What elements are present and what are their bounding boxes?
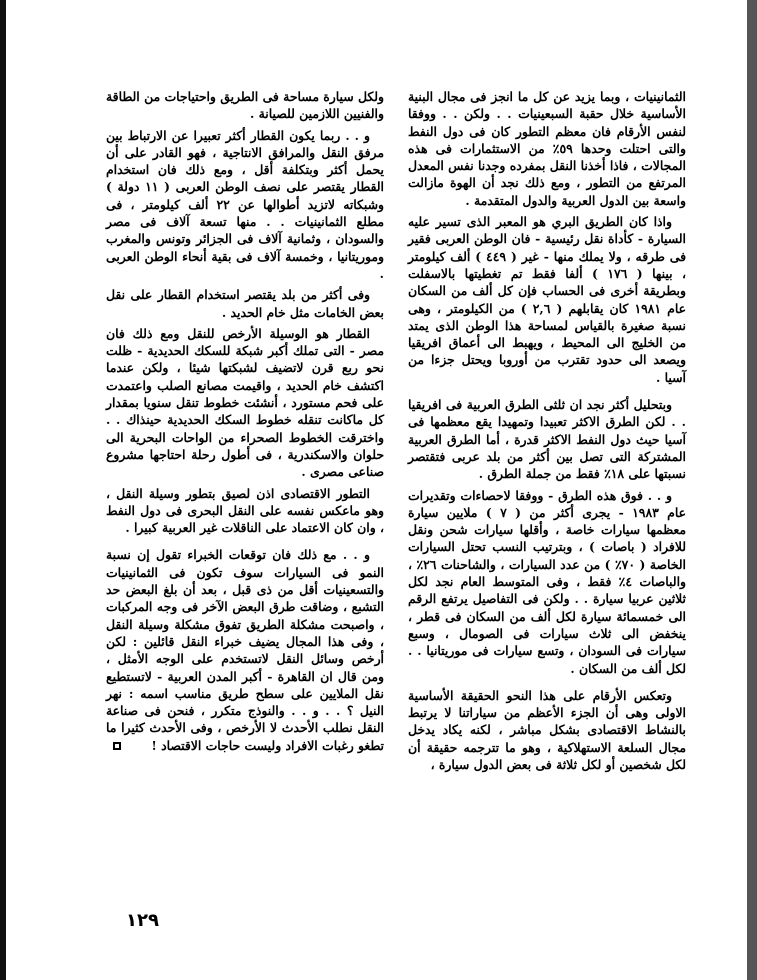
end-of-article-square-icon <box>113 742 121 750</box>
paragraph: ولكل سيارة مساحة فى الطريق واحتياجات من الطاقة والفنيين اللازمين للصيانة . <box>106 89 384 122</box>
paragraph: واذا كان الطريق البري هو المعبر الذى تسير عليه السيارة - كأداة نقل رئيسية - فان الوطن العربى فقير فى طرقه ، ولا يملك منها - غير ( ٤٤٩ ) ألف كيلومتر ، بينها ( ١٧٦ ) ألفا فقط تم تغطيتها بالاسفلت وبطريقة أخرى فى الحساب فإن كل ألف من السكان عام ١٩٨١ كان يقابلهم ( ٢,٦ ) من الكيلومتر ، وهى نسبة صغيرة بالقياس لمساحة هذا الوطن الذى يمتد من الخليج الى المحيط ، ويهبط الى أعماق افريقيا ويصعد الى حدود تقترب من أوروبا ويحتل جزءا من آسيا . <box>408 214 687 385</box>
paragraph: وفى أكثر من بلد يقتصر استخدام القطار على نقل بعض الخامات مثل خام الحديد . <box>106 287 384 320</box>
text-columns <box>106 88 686 888</box>
page-number: ١٢٩ <box>126 910 159 931</box>
paragraph: و . . ربما يكون القطار أكثر تعبيرا عن الارتباط بين مرفق النقل والمرافق الانتاجية ، فهو القادر على أن يحمل أكثر وبتكلفة أقل ، ومع ذلك فان استخدام القطار يقتصر على نصف الوطن العربى ( ١١ دولة ) وشبكاته لاتزيد أطوالها عن ٢٢ ألف كيلومتر ، فى مطلع الثمانينيات . . منها تسعة آلاف فى مصر والسودان ، وثمانية آلاف فى الجزائر وتونس والمغرب وموريتانيا ، وخمسة آلاف فى بقية أنحاء الوطن العربى . <box>106 127 385 281</box>
paragraph: و . . مع ذلك فان توقعات الخبراء تقول إن نسبة النمو فى السيارات سوف تكون فى الثمانينيات والتسعينيات أقل من ذى قبل ، بعد أن بلغ البعض حد التشبع ، وضاقت طرق البعض الآخر فى وجه المركبات ، واصبحت مشكلة الطريق تفوق مشكلة وسيلة النقل ، وفى هذا المجال يضيف خبراء النقل قائلين : لكن أرخص وسائل النقل لاتستخدم على الوجه الأمثل ، ومن قال ان القاهرة - أكبر المدن العربية - لاتستطيع نقل الملايين على سطح طريق مناسب اسمه : نهر النيل ؟ . . و . . والنوذج متكرر ، فنحن فى صناعة النقل نطلب الأحدث لا الأرخص ، وفى الأحدث كثيرا ما تطغو رغبات الافراد وليست حاجات الاقتصاد ! <box>106 547 384 753</box>
paragraph: التطور الاقتصادى اذن لصيق بتطور وسيلة النقل ، وهو ماعكس نفسه على النقل البحرى فى دول النفط ، وان كان الاعتماد على الناقلات غير العربية كبيرا . <box>106 485 384 536</box>
right-column <box>408 88 686 777</box>
paragraph: وبتحليل أكثر نجد ان ثلثى الطرق العربية فى افريقيا . . لكن الطرق الاكثر تعبيدا وتمهيدا يقع معظمها فى آسيا حيث دول النفط الاكثر قدرة ، أما الطرق العربية المشتركة التى تصل بين أكثر من بلد عربى فتقتصر نسبتها على ١٨٪ فقط من جملة الطرق . <box>408 397 686 482</box>
left-column <box>106 88 384 758</box>
paragraph-with-end-mark <box>106 546 384 754</box>
paragraph: الثمانينيات ، وبما يزيد عن كل ما انجز فى مجال البنية الأساسية خلال حقبة السبعينيات . . ولكن . . ووفقا لنفس الأرقام فان معظم التطور كان فى دول النفط والتى احتلت وحدها ٥٩٪ من الاستثمارات فى هذه المجالات ، فاذا أخذنا النقل بمفرده وجدنا نفس المعدل المرتفع من التطور ، ومع ذلك نجد أن الهوة مازالت واسعة بين الدول العربية والدول المتقدمة . <box>408 89 686 208</box>
paragraph: القطار هو الوسيلة الأرخص للنقل ومع ذلك فان مصر - التى تملك أكبر شبكة للسكك الحديدية - ظلت نحو ربع قرن لاتضيف لشبكتها شيئا ، ولكن عندما اكتشف خام الحديد ، واقيمت مصانع الصلب واعتمدت على فحم مستورد ، أنشئت خطوط تنقل سنويا بمقدار كل ماكانت تنقله خطوط السكك الحديدية حينذاك . . واخترقت الخطوط الصحراء من الواحات البحرية الى حلوان والاسكندرية ، فى أطول رحلة احتاجها مشروع صناعى مصرى . <box>106 325 384 480</box>
paragraph: و . . فوق هذه الطرق - ووفقا لاحصاءات وتقديرات عام ١٩٨٣ - يجرى أكثر من ( ٧ ) ملايين سيارة معظمها سيارات خاصة ، وأقلها سيارات شحن ونقل للافراد ( باصات ) ، وبترتيب النسب تحتل السيارات الخاصة ( ٧٠٪ ) من عدد السيارات ، والشاحنات ٢٦٪ ، والباصات ٤٪ فقط ، وفى المتوسط العام نجد لكل ثلاثين عربيا سيارة . . ولكن فى التفاصيل يرتفع الرقم الى خمسمائة سيارة لكل ألف من السكان فى قطر ، ينخفض الى ثلاث سيارات فى الصومال ، وسبع سيارات فى السودان ، وتسع سيارات فى موريتانيا . . لكل ألف من السكان . <box>408 487 687 676</box>
paragraph: وتعكس الأرقام على هذا النحو الحقيقة الأساسية الاولى وهى أن الجزء الأعظم من سياراتنا لا يرتبط بالنشاط الاقتصادى بشكل مباشر ، لكنه يكاد يدخل مجال السلعة الاستهلاكية ، وهو ما تترجمه حقيقة أن لكل شخصين أو لكل ثلاثة فى بعض الدول سيارة ، <box>408 687 686 772</box>
